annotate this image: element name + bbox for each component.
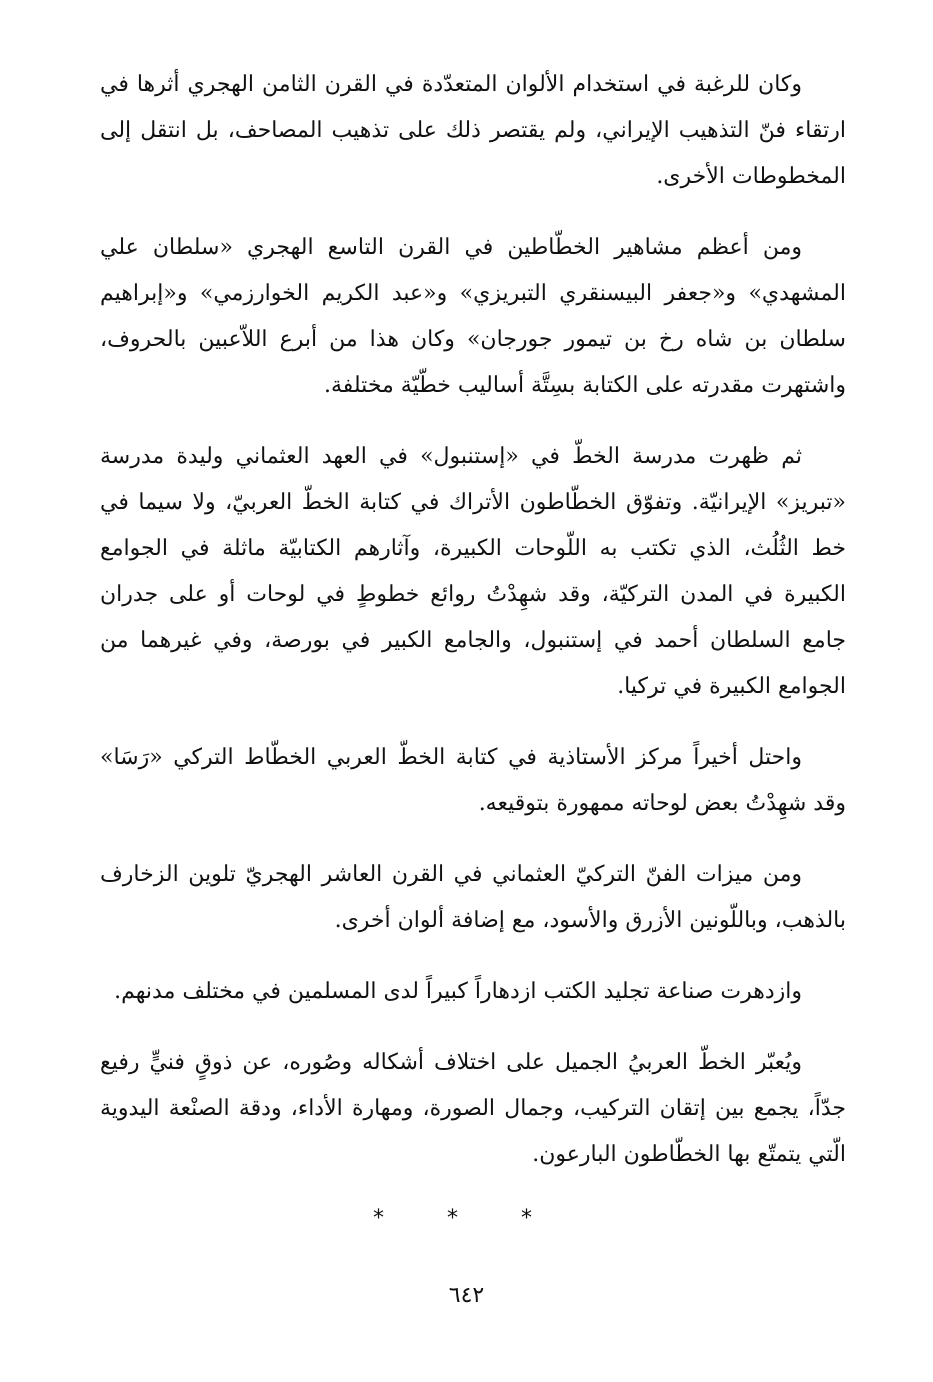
- page-number: ٦٤٢: [448, 1283, 485, 1308]
- paragraph-3: ثم ظهرت مدرسة الخطّ في «إستنبول» في العهد العثماني وليدة مدرسة «تبريز» الإيرانيّة. وتفوّق الخطّاطون الأتراك في كتابة الخطّ العربيّ، ولا سيما في خط الثُلُث، الذي تكتب به اللّوحات الكبيرة، وآثارهم الكتابيّة ماثلة في الجوامع الكبيرة في المدن التركيّة، وقد شهِدْتُ روائع خطوطٍ في لوحات أو على جدران جامع السلطان أحمد في إستنبول، والجامع الكبير في بورصة، وفي غيرهما من الجوامع الكبيرة في تركيا.: [100, 444, 846, 699]
- paragraph-4: واحتل أخيراً مركز الأستاذية في كتابة الخطّ العربي الخطّاط التركي «رَسَا» وقد شهِدْتُ بعض لوحاته ممهورة بتوقيعه.: [100, 745, 846, 816]
- paragraph-2: ومن أعظم مشاهير الخطّاطين في القرن التاسع الهجري «سلطان علي المشهدي» و«جعفر البيسنقري التبريزي» و«عبد الكريم الخوارزمي» و«إبراهيم سلطان بن شاه رخ بن تيمور جورجان» وكان هذا من أبرع اللاّعبين بالحروف، واشتهرت مقدرته على الكتابة بسِتَّة أساليب خطّيّة مختلفة.: [100, 235, 846, 398]
- paragraph-1: وكان للرغبة في استخدام الألوان المتعدّدة في القرن الثامن الهجري أثرها في ارتقاء فنّ التذهيب الإيراني، ولم يقتصر ذلك على تذهيب المصاحف، بل انتقل إلى المخطوطات الأخرى.: [100, 72, 846, 189]
- section-separator: * * *: [373, 1206, 560, 1231]
- paragraph-6: وازدهرت صناعة تجليد الكتب ازدهاراً كبيراً لدى المسلمين في مختلف مدنهم.: [114, 979, 802, 1004]
- paragraph-5: ومن ميزات الفنّ التركيّ العثماني في القرن العاشر الهجريّ تلوين الزخارف بالذهب، وباللّونين الأزرق والأسود، مع إضافة ألوان أخرى.: [100, 862, 846, 933]
- page-body: [100, 62, 846, 1203]
- paragraph-7: ويُعبّر الخطّ العربيُ الجميل على اختلاف أشكاله وصُوره، عن ذوقٍ فنيٍّ رفيع جدّاً، يجمع بين إتقان التركيب، وجمال الصورة، ومهارة الأداء، ودقة الصنْعة اليدوية الّتي يتمتّع بها الخطّاطون البارعون.: [100, 1050, 846, 1167]
